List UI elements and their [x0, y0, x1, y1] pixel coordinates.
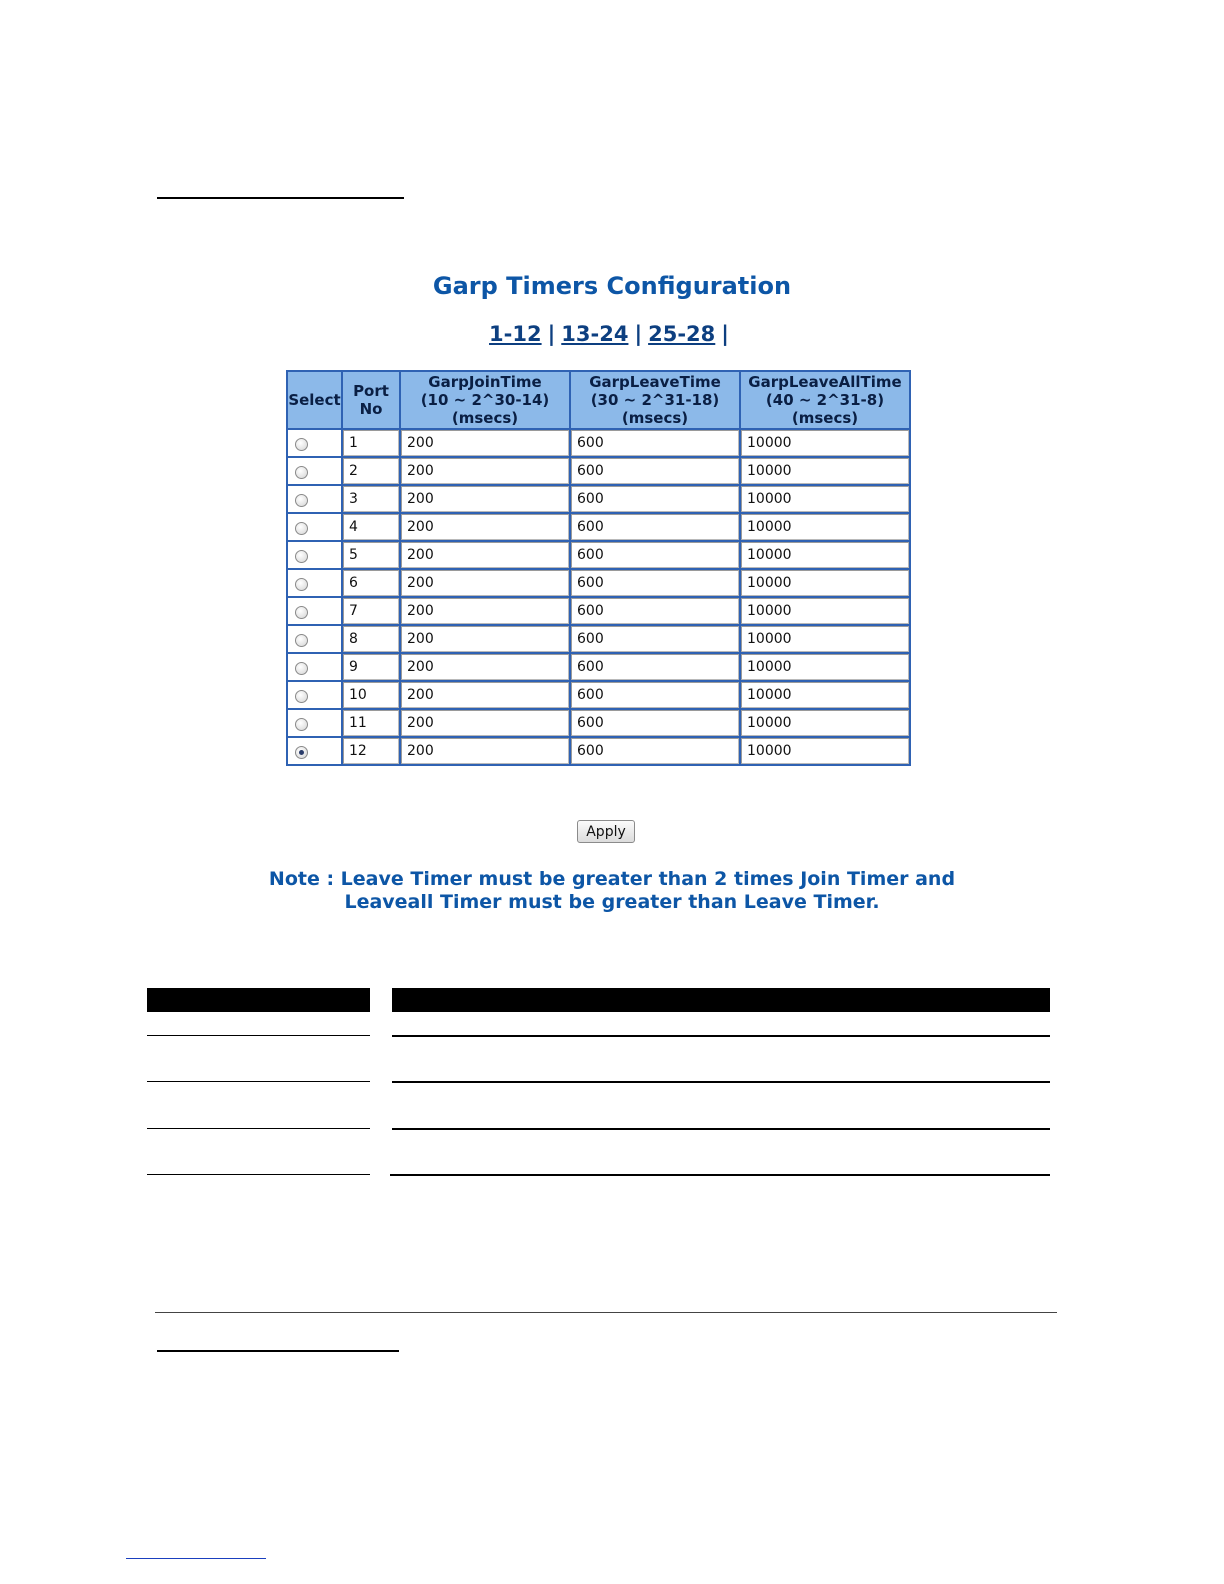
leave-cell	[570, 737, 740, 765]
port-cell	[342, 625, 400, 653]
join-cell	[400, 737, 570, 765]
leaveall-cell	[740, 569, 910, 597]
garp-leave-all-time-input[interactable]	[741, 430, 909, 456]
table-row	[287, 625, 910, 653]
port-select-radio[interactable]	[295, 746, 308, 759]
leaveall-cell	[740, 653, 910, 681]
leave-cell	[570, 681, 740, 709]
garp-join-time-input[interactable]	[401, 626, 569, 652]
garp-leave-time-input[interactable]	[571, 738, 739, 764]
port-select-radio[interactable]	[295, 438, 308, 451]
leaveall-cell	[740, 457, 910, 485]
select-cell	[287, 513, 342, 541]
garp-leave-time-input[interactable]	[571, 626, 739, 652]
table-row	[287, 737, 910, 765]
table-row	[287, 429, 910, 457]
footer-rule	[126, 1558, 266, 1559]
garp-leave-all-time-input[interactable]	[741, 570, 909, 596]
port-select-radio[interactable]	[295, 690, 308, 703]
port-no-input[interactable]	[343, 458, 399, 484]
garp-leave-all-time-input[interactable]	[741, 598, 909, 624]
select-cell	[287, 709, 342, 737]
select-cell	[287, 429, 342, 457]
port-range-nav	[0, 322, 1224, 346]
garp-leave-time-input[interactable]	[571, 654, 739, 680]
garp-leave-all-time-input[interactable]	[741, 542, 909, 568]
doc-table-rule	[147, 1035, 370, 1036]
port-no-input[interactable]	[343, 626, 399, 652]
garp-leave-all-time-input[interactable]	[741, 486, 909, 512]
garp-join-time-input[interactable]	[401, 430, 569, 456]
port-select-radio[interactable]	[295, 522, 308, 535]
table-row	[287, 541, 910, 569]
garp-leave-time-input[interactable]	[571, 570, 739, 596]
port-cell	[342, 429, 400, 457]
port-cell	[342, 541, 400, 569]
join-cell	[400, 625, 570, 653]
port-select-radio[interactable]	[295, 718, 308, 731]
garp-leave-all-time-input[interactable]	[741, 458, 909, 484]
leave-cell	[570, 429, 740, 457]
garp-timers-table	[286, 370, 911, 766]
port-no-input[interactable]	[343, 570, 399, 596]
port-cell	[342, 653, 400, 681]
port-select-radio[interactable]	[295, 606, 308, 619]
table-row	[287, 485, 910, 513]
note-text: Note : Leave Timer must be greater than 2 times Join Timer and Leaveall Timer must be greater than Leave Timer.	[268, 868, 956, 913]
leave-cell	[570, 541, 740, 569]
leaveall-cell	[740, 625, 910, 653]
doc-table-rule	[147, 1128, 370, 1129]
garp-leave-all-time-input[interactable]	[741, 682, 909, 708]
port-select-radio[interactable]	[295, 550, 308, 563]
garp-join-time-input[interactable]	[401, 458, 569, 484]
doc-table-rule	[390, 1174, 1050, 1176]
port-cell	[342, 569, 400, 597]
garp-leave-time-input[interactable]	[571, 710, 739, 736]
garp-leave-time-input[interactable]	[571, 486, 739, 512]
doc-table-header-right	[392, 988, 1050, 1012]
garp-leave-time-input[interactable]	[571, 598, 739, 624]
leaveall-cell	[740, 429, 910, 457]
join-cell	[400, 457, 570, 485]
port-select-radio[interactable]	[295, 662, 308, 675]
join-cell	[400, 597, 570, 625]
leaveall-cell	[740, 513, 910, 541]
apply-button[interactable]: Apply	[577, 820, 635, 843]
leave-cell	[570, 653, 740, 681]
port-select-radio[interactable]	[295, 634, 308, 647]
port-cell	[342, 737, 400, 765]
port-select-radio[interactable]	[295, 466, 308, 479]
garp-leave-time-input[interactable]	[571, 682, 739, 708]
leaveall-cell	[740, 737, 910, 765]
garp-leave-all-time-input[interactable]	[741, 738, 909, 764]
header-select: Select	[287, 371, 342, 429]
bottom-rule	[157, 1350, 399, 1352]
header-garp-leave-time: GarpLeaveTime (30 ~ 2^31-18) (msecs)	[570, 371, 740, 429]
select-cell	[287, 681, 342, 709]
doc-table-rule	[147, 1081, 370, 1082]
leaveall-cell	[740, 485, 910, 513]
port-no-input[interactable]	[343, 598, 399, 624]
table-row	[287, 457, 910, 485]
leave-cell	[570, 625, 740, 653]
select-cell	[287, 625, 342, 653]
garp-leave-all-time-input[interactable]	[741, 710, 909, 736]
select-cell	[287, 569, 342, 597]
garp-join-time-input[interactable]	[401, 738, 569, 764]
nav-link-25-28[interactable]: 25-28	[648, 322, 716, 346]
select-cell	[287, 457, 342, 485]
top-rule	[157, 197, 404, 199]
port-select-radio[interactable]	[295, 494, 308, 507]
page-title: Garp Timers Configuration	[432, 272, 792, 300]
table-row	[287, 709, 910, 737]
leaveall-cell	[740, 541, 910, 569]
doc-table-rule	[147, 1174, 370, 1175]
leave-cell	[570, 513, 740, 541]
select-cell	[287, 653, 342, 681]
leaveall-cell	[740, 597, 910, 625]
join-cell	[400, 653, 570, 681]
port-no-input[interactable]	[343, 486, 399, 512]
nav-separator: |	[547, 322, 556, 346]
port-no-input[interactable]	[343, 682, 399, 708]
garp-leave-all-time-input[interactable]	[741, 626, 909, 652]
table-row	[287, 569, 910, 597]
join-cell	[400, 429, 570, 457]
garp-join-time-input[interactable]	[401, 682, 569, 708]
port-cell	[342, 457, 400, 485]
leave-cell	[570, 709, 740, 737]
join-cell	[400, 513, 570, 541]
nav-separator: |	[721, 322, 729, 346]
select-cell	[287, 597, 342, 625]
garp-leave-time-input[interactable]	[571, 542, 739, 568]
table-header-row	[287, 371, 910, 429]
leaveall-cell	[740, 681, 910, 709]
header-garp-join-time: GarpJoinTime (10 ~ 2^30-14) (msecs)	[400, 371, 570, 429]
port-no-input[interactable]	[343, 710, 399, 736]
port-cell	[342, 597, 400, 625]
port-select-radio[interactable]	[295, 578, 308, 591]
section-divider	[155, 1312, 1057, 1313]
port-no-input[interactable]	[343, 738, 399, 764]
garp-join-time-input[interactable]	[401, 598, 569, 624]
leaveall-cell	[740, 709, 910, 737]
join-cell	[400, 485, 570, 513]
port-cell	[342, 513, 400, 541]
header-port-no: Port No	[342, 371, 400, 429]
port-cell	[342, 681, 400, 709]
garp-join-time-input[interactable]	[401, 710, 569, 736]
port-no-input[interactable]	[343, 542, 399, 568]
doc-table-rule	[392, 1081, 1050, 1083]
select-cell	[287, 737, 342, 765]
table-row	[287, 681, 910, 709]
nav-link-13-24[interactable]: 13-24	[561, 322, 629, 346]
garp-join-time-input[interactable]	[401, 486, 569, 512]
garp-leave-all-time-input[interactable]	[741, 654, 909, 680]
garp-leave-time-input[interactable]	[571, 514, 739, 540]
port-cell	[342, 485, 400, 513]
leave-cell	[570, 597, 740, 625]
nav-separator: |	[634, 322, 643, 346]
port-cell	[342, 709, 400, 737]
garp-join-time-input[interactable]	[401, 514, 569, 540]
garp-leave-time-input[interactable]	[571, 458, 739, 484]
join-cell	[400, 569, 570, 597]
port-no-input[interactable]	[343, 514, 399, 540]
garp-join-time-input[interactable]	[401, 654, 569, 680]
doc-table-header-left	[147, 988, 370, 1012]
garp-leave-all-time-input[interactable]	[741, 514, 909, 540]
port-no-input[interactable]	[343, 654, 399, 680]
doc-table-rule	[392, 1128, 1050, 1130]
doc-table-rule	[392, 1035, 1050, 1037]
join-cell	[400, 681, 570, 709]
leave-cell	[570, 457, 740, 485]
table-row	[287, 597, 910, 625]
table-row	[287, 513, 910, 541]
header-garp-leave-all-time: GarpLeaveAllTime (40 ~ 2^31-8) (msecs)	[740, 371, 910, 429]
select-cell	[287, 485, 342, 513]
garp-join-time-input[interactable]	[401, 542, 569, 568]
nav-link-1-12[interactable]: 1-12	[489, 322, 542, 346]
garp-leave-time-input[interactable]	[571, 430, 739, 456]
join-cell	[400, 541, 570, 569]
leave-cell	[570, 485, 740, 513]
garp-join-time-input[interactable]	[401, 570, 569, 596]
port-no-input[interactable]	[343, 430, 399, 456]
select-cell	[287, 541, 342, 569]
leave-cell	[570, 569, 740, 597]
table-row	[287, 653, 910, 681]
join-cell	[400, 709, 570, 737]
